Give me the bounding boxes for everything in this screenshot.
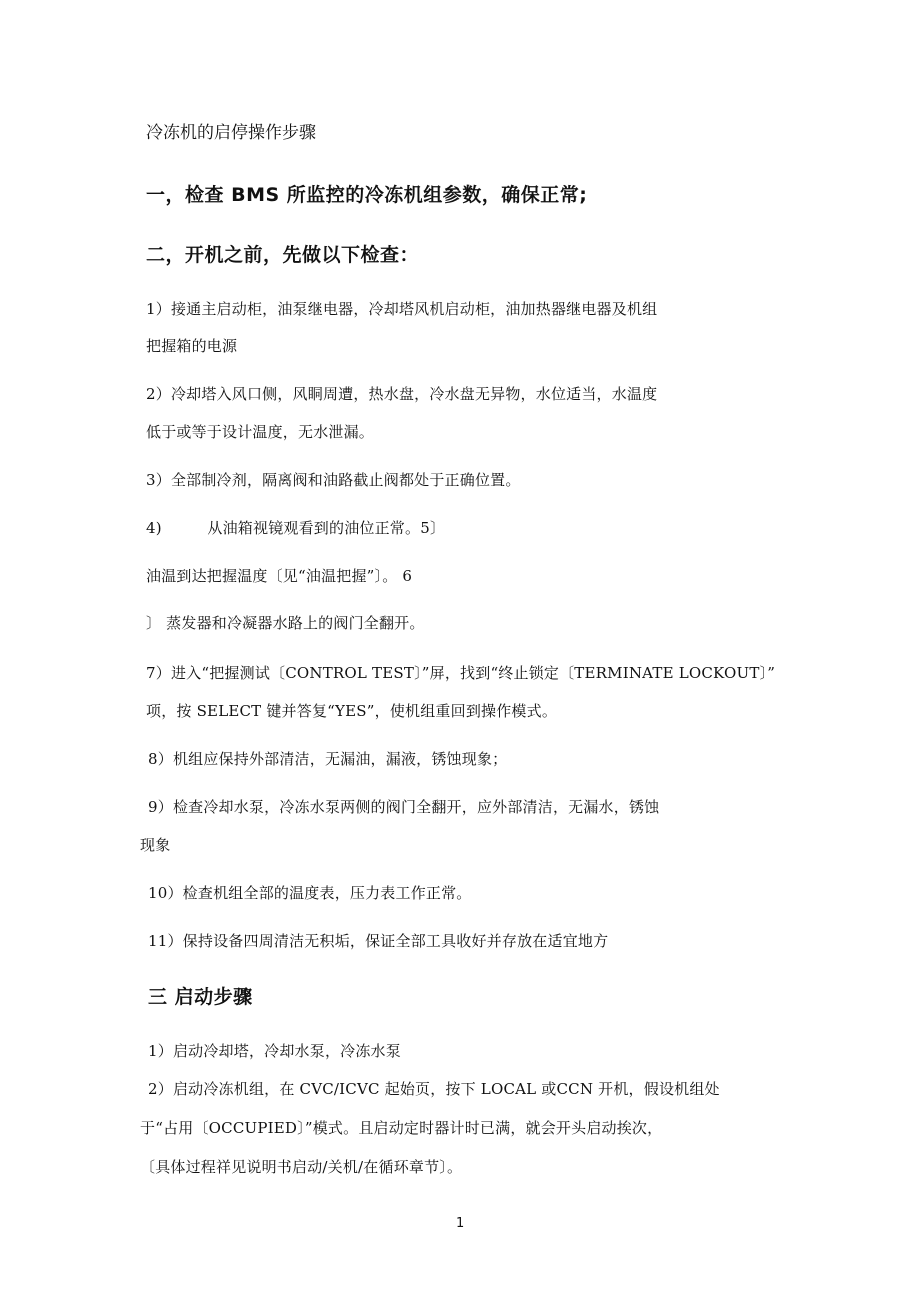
- check-line: 把握箱的电源: [146, 337, 238, 355]
- startup-line: 1）启动冷却塔，冷却水泵，冷冻水泵: [148, 1042, 401, 1060]
- startup-line: 于“占用〔OCCUPIED〕”模式。且启动定时器计时已满，就会开头启动挨次，: [140, 1119, 663, 1137]
- check-line: 7）进入“把握测试〔CONTROL TEST〕”屏，找到“终止锁定〔TERMINATE LOCKOUT〕”: [146, 664, 776, 682]
- check-line: 10）检查机组全部的温度表，压力表工作正常。: [148, 884, 472, 902]
- check-line: 4) 从油箱视镜观看到的油位正常。5〕: [146, 519, 446, 537]
- check-line: 3）全部制冷剂，隔离阀和油路截止阀都处于正确位置。: [146, 471, 521, 489]
- section-heading-2: 二，开机之前，先做以下检查：: [146, 244, 420, 266]
- section-heading-1: 一，检查 BMS 所监控的冷冻机组参数，确保正常;: [146, 184, 588, 206]
- check-line: 11）保持设备四周清洁无积垢，保证全部工具收好并存放在适宜地方: [148, 932, 609, 950]
- check-line: 8）机组应保持外部清洁，无漏油，漏液，锈蚀现象；: [148, 750, 508, 768]
- page-number: 1: [456, 1216, 465, 1231]
- check-line: 1）接通主启动柜，油泵继电器，冷却塔风机启动柜，油加热器继电器及机组: [146, 300, 658, 318]
- document-title: 冷冻机的启停操作步骤: [146, 123, 316, 143]
- check-line: 〕 蒸发器和冷凝器水路上的阀门全翻开。: [146, 614, 425, 632]
- check-line: 油温到达把握温度〔见“油温把握”〕。 6: [146, 567, 413, 585]
- check-line: 项，按 SELECT 键并答复“YES”，使机组重回到操作模式。: [146, 702, 558, 720]
- startup-line: 2）启动冷冻机组，在 CVC/ICVC 起始页，按下 LOCAL 或CCN 开机，假设机组处: [148, 1080, 720, 1098]
- check-line: 现象: [140, 836, 171, 854]
- check-line: 9）检查冷却水泵，冷冻水泵两侧的阀门全翻开，应外部清洁，无漏水，锈蚀: [148, 798, 660, 816]
- section-heading-3: 三 启动步骤: [148, 986, 253, 1008]
- check-line: 低于或等于设计温度，无水泄漏。: [146, 423, 375, 441]
- startup-line: 〔具体过程祥见说明书启动/关机/在循环章节〕。: [140, 1158, 463, 1176]
- check-line: 2）冷却塔入风口侧，风眮周遭，热水盘，冷水盘无异物，水位适当，水温度: [146, 385, 658, 403]
